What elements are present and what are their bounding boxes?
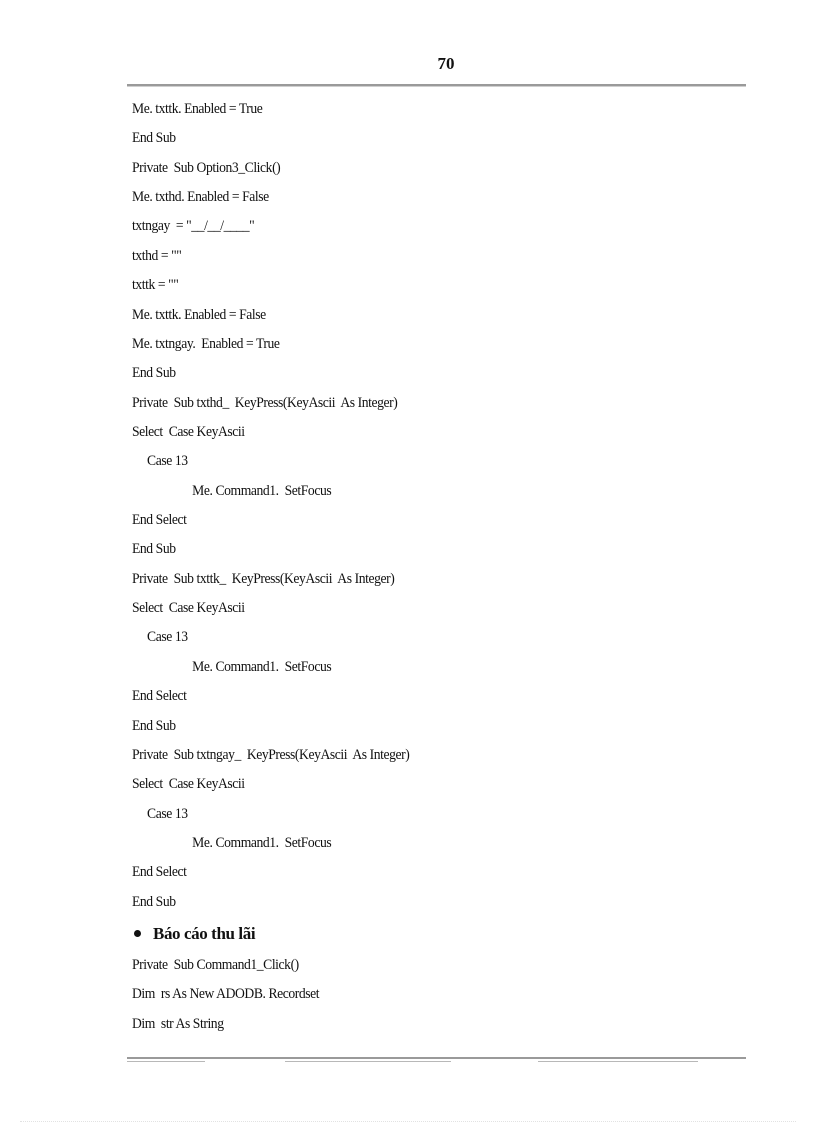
code-line: Case 13 bbox=[147, 453, 188, 470]
code-listing bbox=[132, 95, 732, 1039]
code-line: Me. txttk. Enabled = True bbox=[132, 101, 263, 117]
page-number: 70 bbox=[437, 54, 455, 73]
header-rule bbox=[127, 84, 746, 87]
code-line: End Sub bbox=[132, 893, 176, 910]
code-line: Me. txthd. Enabled = False bbox=[132, 189, 269, 206]
code-line: End Sub bbox=[132, 541, 176, 558]
code-line: Me. txttk. Enabled = False bbox=[132, 306, 266, 323]
section-heading bbox=[132, 917, 732, 951]
code-line: Private Sub Command1_Click() bbox=[132, 957, 299, 974]
bullet-icon bbox=[134, 930, 141, 937]
footer-rule bbox=[127, 1057, 746, 1059]
code-line: Me. txtngay. Enabled = True bbox=[132, 335, 280, 352]
code-block-after bbox=[132, 951, 732, 1039]
code-line: Private Sub Option3_Click() bbox=[132, 159, 281, 176]
page-bottom-edge bbox=[20, 1121, 796, 1122]
code-line: End Sub bbox=[132, 130, 176, 147]
code-block-before bbox=[132, 95, 732, 917]
code-line: Select Case KeyAscii bbox=[132, 600, 245, 617]
code-line: Private Sub txtngay_ KeyPress(KeyAscii As Integer) bbox=[132, 746, 410, 763]
footer-rule-segment bbox=[127, 1061, 205, 1062]
footer-rule-segment bbox=[538, 1061, 698, 1062]
code-line: Select Case KeyAscii bbox=[132, 776, 245, 793]
code-line: Private Sub txthd_ KeyPress(KeyAscii As Integer) bbox=[132, 394, 398, 411]
code-line: Dim rs As New ADODB. Recordset bbox=[132, 986, 320, 1003]
code-line: Me. Command1. SetFocus bbox=[192, 834, 332, 851]
code-line: Select Case KeyAscii bbox=[132, 423, 245, 440]
section-heading-text: Báo cáo thu lãi bbox=[153, 924, 256, 944]
code-line: Me. Command1. SetFocus bbox=[192, 482, 332, 499]
code-line: End Select bbox=[132, 864, 187, 881]
code-line: Case 13 bbox=[147, 629, 188, 646]
code-line: Case 13 bbox=[147, 805, 188, 822]
code-line: End Select bbox=[132, 512, 187, 529]
code-line: Dim str As String bbox=[132, 1015, 224, 1032]
code-line: txtngay = "__/__/____" bbox=[132, 218, 255, 235]
code-line: txthd = "" bbox=[132, 247, 182, 264]
code-line: Me. Command1. SetFocus bbox=[192, 658, 332, 675]
code-line: End Select bbox=[132, 688, 187, 705]
code-line: End Sub bbox=[132, 365, 176, 382]
code-line: End Sub bbox=[132, 717, 176, 734]
code-line: txttk = "" bbox=[132, 277, 179, 294]
footer-rule-segment bbox=[285, 1061, 451, 1062]
code-line: Private Sub txttk_ KeyPress(KeyAscii As Integer) bbox=[132, 570, 395, 587]
